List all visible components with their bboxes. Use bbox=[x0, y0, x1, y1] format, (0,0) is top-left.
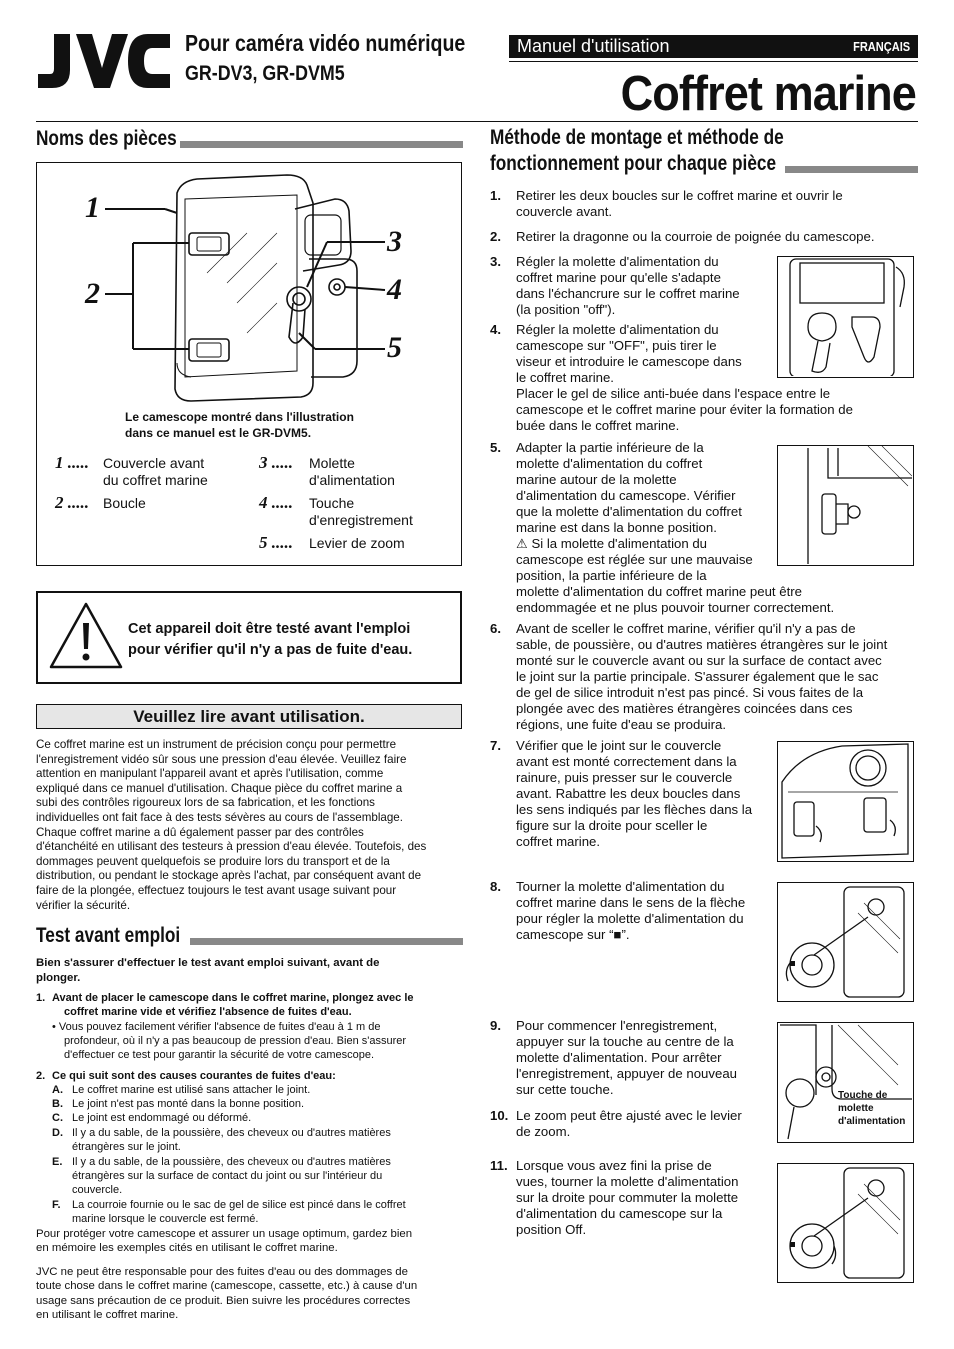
subtitle-models: GR-DV3, GR-DVM5 bbox=[185, 62, 345, 85]
header-rule bbox=[509, 61, 918, 62]
warning-line-2: pour vérifier qu'il n'y a pas de fuite d'eau. bbox=[128, 642, 413, 658]
parts-heading-bar bbox=[180, 141, 463, 148]
cause-b-letter: B. bbox=[52, 1098, 63, 1110]
method-heading-bar bbox=[785, 166, 918, 173]
cause-d-letter: D. bbox=[52, 1127, 63, 1139]
warning-triangle-icon bbox=[48, 601, 124, 671]
buckle-close-illustration bbox=[778, 742, 912, 860]
cause-e-text: Il y a du sable, de la poussière, des cheveux ou d'autres matières bbox=[72, 1156, 391, 1168]
part-1-label: Couvercle avant bbox=[103, 455, 205, 471]
pretest-heading-bar bbox=[190, 938, 463, 945]
cause-a-text: Le coffret marine est utilisé sans attacher le joint. bbox=[72, 1084, 311, 1096]
pretest-outro-1: Pour protéger votre camescope et assurer un usage optimum, gardez bien bbox=[36, 1228, 413, 1240]
part-2-num: 2 ..... bbox=[55, 493, 89, 512]
callout-5: 5 bbox=[387, 331, 402, 364]
top-divider bbox=[36, 121, 918, 122]
language-label: FRANÇAIS bbox=[852, 39, 910, 54]
pretest-step-2-head: Ce qui suit sont des causes courantes de fuites d'eau: bbox=[52, 1070, 336, 1082]
part-3-label-cont: d'alimentation bbox=[309, 472, 395, 488]
pretest-intro-2: plonger. bbox=[36, 972, 81, 984]
pretest-step-1-line-2: coffret marine vide et vérifiez l'absence de fuites d'eau. bbox=[64, 1006, 352, 1018]
disclaimer-1: JVC ne peut être responsable pour des fuites d'eau ou des dommages de bbox=[36, 1266, 408, 1278]
cause-c-text: Le joint est endommagé ou déformé. bbox=[72, 1112, 252, 1124]
illustration-caption-1: Le camescope montré dans l'illustration bbox=[125, 410, 354, 424]
subtitle-product: Pour caméra vidéo numérique bbox=[185, 30, 466, 56]
figure-step-7 bbox=[777, 741, 914, 862]
read-before-heading: Veuillez lire avant utilisation. bbox=[36, 704, 462, 729]
disclaimer-3: usage sans précaution de ce produit. Bien suivre les procédures correctes bbox=[36, 1295, 411, 1307]
method-heading-2: fonctionnement pour chaque pièce bbox=[490, 152, 777, 175]
cause-b-text: Le joint n'est pas monté dans la bonne position. bbox=[72, 1098, 305, 1110]
method-heading-1: Méthode de montage et méthode de bbox=[490, 126, 784, 149]
part-2-label: Boucle bbox=[103, 495, 146, 511]
cause-d-text: Il y a du sable, de la poussière, des cheveux ou d'autres matières bbox=[72, 1127, 391, 1139]
read-before-text: Ce coffret marine est un instrument de précision conçu pour permettre l'enregistrement vidéo sûr sous une pression d'eau élevée. Veuillez faire attention en manipulant l'appareil avant et après l'utilisation, comme expliqué dans ce manuel d'utilisation. Chaque pièce du coffret marine a subi des contrôles rigoureux lors de sa fabrication, et les fonctions individuelles ont fait face à des tests sévères au cours de l'assemblage. Chaque coffret marine a dû également passer par des contrôles d'étanchéité en utilisant des testeurs à pression d'eau élevée. Toutefois, des dommages peuvent quelquefois se produire lors du transport et de la distribution, ou pendant le stockage après l'achat, par conséquent avant de faire de la plongée, effectuez toujours le test avant usage suivant pour vérifier la sécurité. bbox=[36, 738, 427, 912]
part-1-num: 1 ..... bbox=[55, 453, 89, 472]
manual-banner bbox=[509, 35, 918, 58]
cause-a-letter: A. bbox=[52, 1084, 63, 1096]
pretest-heading: Test avant emploi bbox=[36, 924, 181, 947]
part-4-label: Touche bbox=[309, 495, 355, 511]
pretest-step-1-line-1: Avant de placer le camescope dans le coffret marine, plongez avec le bbox=[52, 992, 414, 1004]
cause-f-text: La courroie fournie ou le sac de gel de silice est pincé dans le coffret bbox=[72, 1199, 406, 1211]
parts-heading: Noms des pièces bbox=[36, 127, 177, 150]
callout-2: 2 bbox=[85, 277, 100, 310]
record-button-label: Touche de molette d'alimentation bbox=[838, 1090, 906, 1127]
part-5-label: Levier de zoom bbox=[309, 535, 405, 551]
callout-1: 1 bbox=[85, 191, 100, 224]
cause-e-letter: E. bbox=[52, 1156, 63, 1168]
illustration-caption-2: dans ce manuel est le GR-DVM5. bbox=[125, 426, 312, 440]
warning-box bbox=[36, 591, 462, 684]
cause-f-text-cont: marine lorsque le couvercle est fermé. bbox=[72, 1213, 259, 1225]
part-1-label-cont: du coffret marine bbox=[103, 472, 208, 488]
part-4-label-cont: d'enregistrement bbox=[309, 512, 413, 528]
disclaimer-2: toute chose dans le coffret marine (camescope, cassette, etc.) à cause d'un bbox=[36, 1280, 418, 1292]
manual-label: Manuel d'utilisation bbox=[517, 36, 670, 56]
page-title: Coffret marine bbox=[620, 67, 916, 121]
figure-step-8 bbox=[777, 882, 914, 1002]
cause-e-text-cont: étrangères sur la surface de contact du joint ou sur l'intérieur du bbox=[72, 1170, 383, 1182]
figure-step-11 bbox=[777, 1163, 914, 1283]
dial-off-illustration bbox=[778, 1164, 912, 1281]
warning-line-1: Cet appareil doit être testé avant l'emploi bbox=[128, 621, 411, 637]
cause-c-letter: C. bbox=[52, 1112, 63, 1124]
part-5-num: 5 ..... bbox=[259, 533, 293, 552]
dial-rotate-illustration bbox=[778, 883, 912, 1000]
part-3-num: 3 ..... bbox=[259, 453, 293, 472]
pretest-step-1-bullet-3: d'effectuer ce test pour garantir la sécurité de votre camescope. bbox=[64, 1049, 375, 1061]
cause-e-text-cont-2: couvercle. bbox=[72, 1184, 123, 1196]
jvc-logo bbox=[36, 32, 172, 90]
pretest-step-2-num: 2. bbox=[36, 1070, 46, 1082]
part-3-label: Molette bbox=[309, 455, 355, 471]
cause-d-text-cont: étrangères sur le joint. bbox=[72, 1141, 181, 1153]
pretest-outro-2: en mémoire les exemples cités en utilisant le coffret marine. bbox=[36, 1242, 338, 1254]
disclaimer-4: en utilisant le coffret marine. bbox=[36, 1309, 179, 1321]
pretest-step-1-num: 1. bbox=[36, 992, 46, 1004]
callout-3: 3 bbox=[387, 225, 402, 258]
part-4-num: 4 ..... bbox=[259, 493, 293, 512]
housing-dial-illustration bbox=[778, 257, 912, 376]
parts-box bbox=[36, 162, 462, 566]
pretest-intro-1: Bien s'assurer d'effectuer le test avant emploi suivant, avant de bbox=[36, 957, 380, 969]
cause-f-letter: F. bbox=[52, 1199, 61, 1211]
dial-fit-illustration bbox=[778, 446, 912, 564]
pretest-step-1-bullet-2: profondeur, où il n'y a pas beaucoup de pression d'eau. Bien s'assurer bbox=[64, 1035, 407, 1047]
figure-step-9 bbox=[777, 1022, 914, 1143]
pretest-step-1-bullet-1: • Vous pouvez facilement vérifier l'absence de fuites d'eau à 1 m de bbox=[52, 1021, 381, 1033]
figure-step-3-4 bbox=[777, 256, 914, 378]
callout-4: 4 bbox=[387, 273, 402, 306]
figure-step-5 bbox=[777, 445, 914, 566]
